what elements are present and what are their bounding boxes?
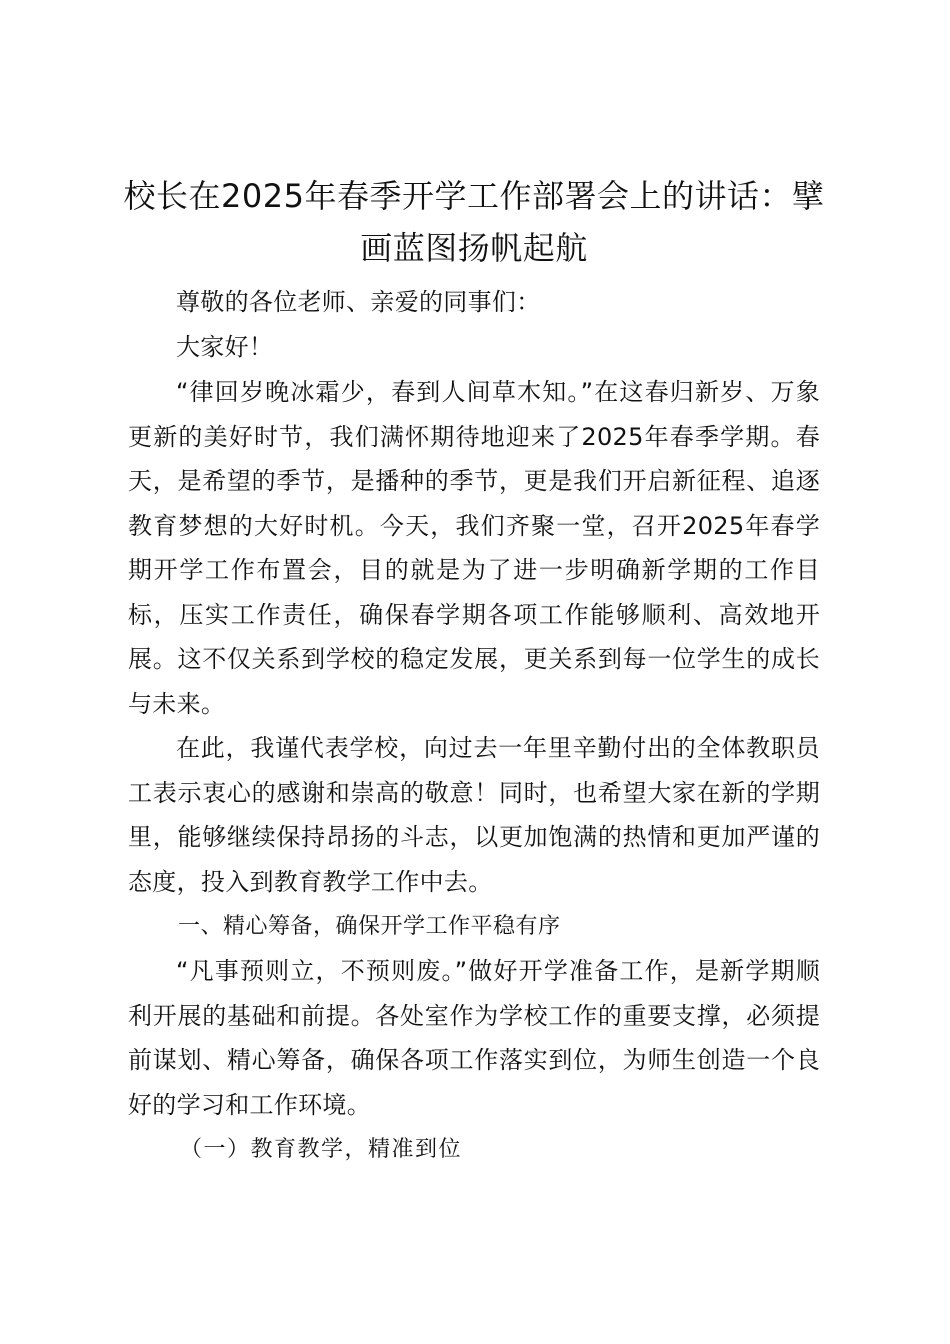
body-paragraph: 在此，我谨代表学校，向过去一年里辛勤付出的全体教职员工表示衷心的感谢和崇高的敬意！同时，也希望大家在新的学期里，能够继续保持昂扬的斗志，以更加饱满的热情和更加严谨的态度，投入到教育教学工作中去。 [128,734,820,896]
salutation: 尊敬的各位老师、亲爱的同事们： [176,288,541,316]
document-body [123,170,825,1172]
document-title: 校长在2025年春季开学工作部署会上的讲话：擘画蓝图扬帆起航 [123,177,825,267]
greeting: 大家好！ [176,333,274,361]
body-paragraph: “凡事预则立，不预则废。”做好开学准备工作，是新学期顺利开展的基础和前提。各处室作为学校工作的重要支撑，必须提前谋划、精心筹备，确保各项工作落实到位，为师生创造一个良好的学习和工作环境。 [128,957,820,1119]
body-paragraph: “律回岁晚冰霜少，春到人间草木知。”在这春归新岁、万象更新的美好时节，我们满怀期待地迎来了2025年春季学期。春天，是希望的季节，是播种的季节，更是我们开启新征程、追逐教育梦想的大好时机。今天，我们齐聚一堂，召开2025年春学期开学工作布置会，目的就是为了进一步明确新学期的工作目标，压实工作责任，确保春学期各项工作能够顺利、高效地开展。这不仅关系到学校的稳定发展，更关系到每一位学生的成长与未来。 [128,378,820,718]
section-heading: 一、精心筹备，确保开学工作平稳有序 [178,914,561,939]
section-subheading: （一）教育教学，精准到位 [180,1137,463,1162]
